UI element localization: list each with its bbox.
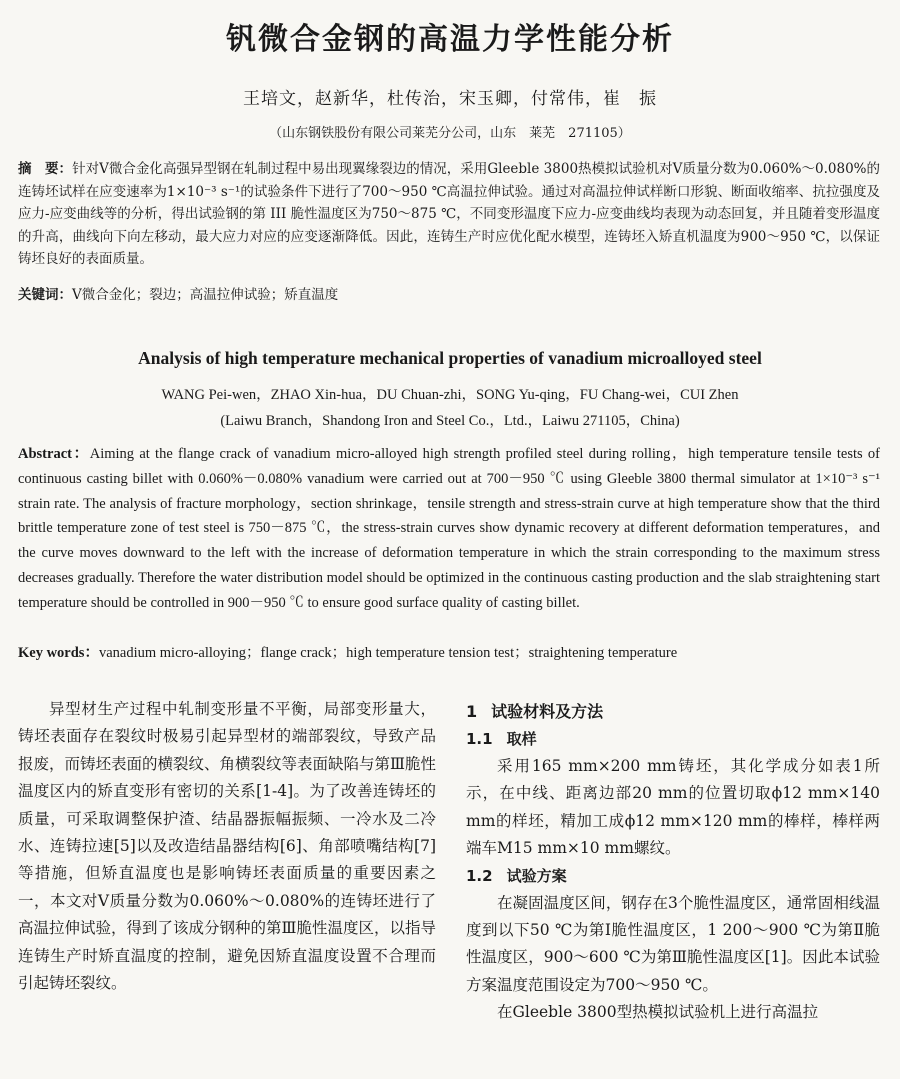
keywords-en bbox=[18, 642, 880, 664]
subsection-1-2-heading bbox=[466, 863, 880, 890]
abstract-cn bbox=[18, 158, 880, 271]
body-column-left bbox=[18, 696, 436, 997]
keywords-cn-label: 关键词： bbox=[18, 287, 72, 303]
subsection-1-2-text-continued: 在Gleeble 3800型热模拟试验机上进行高温拉 bbox=[497, 1003, 819, 1022]
subsection-1-1-title: 取样 bbox=[506, 730, 537, 748]
keywords-cn bbox=[18, 284, 880, 306]
paper-title-en: Analysis of high temperature mechanical properties of vanadium microalloyed steel bbox=[138, 348, 762, 368]
subsection-1-2-number: 1.2 bbox=[466, 866, 493, 885]
keywords-en-label: Key words： bbox=[18, 645, 99, 661]
authors-en: WANG Pei-wen，ZHAO Xin-hua，DU Chuan-zhi，SONG Yu-qing，FU Chang-wei，CUI Zhen bbox=[161, 387, 739, 403]
subsection-1-1-text: 采用165 mm×200 mm铸坯，其化学成分如表1所示，在中线、距离边部20 mm的位置切取ϕ12 mm×140 mm的样坯，精加工成ϕ12 mm×120 mm的棒样，棒样两端车M15 mm×10 mm螺纹。 bbox=[466, 757, 880, 858]
authors-cn: 王培文，赵新华，杜传治，宋玉卿，付常伟，崔 振 bbox=[243, 89, 657, 109]
subsection-1-1-number: 1.1 bbox=[466, 730, 493, 748]
subsection-1-2-text: 在凝固温度区间，钢存在3个脆性温度区，通常固相线温度到以下50 ℃为第Ⅰ脆性温度区，1 200～900 ℃为第Ⅱ脆性温度区，900～600 ℃为第Ⅲ脆性温度区[1]。因此本试验方案温度范围设定为700～950 ℃。 bbox=[466, 893, 880, 994]
abstract-cn-label: 摘 要： bbox=[18, 161, 73, 177]
keywords-cn-text: V微合金化；裂边；高温拉伸试验；矫直温度 bbox=[72, 287, 339, 303]
keywords-en-text: vanadium micro-alloying；flange crack；high temperature tension test；straightening temperature bbox=[98, 645, 678, 661]
abstract-cn-text: 针对V微合金化高强异型钢在轧制过程中易出现翼缘裂边的情况，采用Gleeble 3800热模拟试验机对V质量分数为0.060%～0.080%的连铸坯试样在应变速率为1×10⁻³ s⁻¹的试验条件下进行了700～950 ℃高温拉伸试验。通过对高温拉伸试样断口形貌、断面收缩率、抗拉强度及应力-应变曲线等的分析，得出试验钢的第 III 脆性温度区为750～875 ℃，不同变形温度下应力-应变曲线均表现为动态回复，并且随着变形温度的升高，曲线向下向左移动，最大应力对应的应变逐渐降低。因此，连铸生产时应优化配水模型，连铸坯入矫直机温度为900～950 ℃，以保证铸坯良好的表面质量。 bbox=[18, 161, 881, 267]
affiliation-en: (Laiwu Branch，Shandong Iron and Steel Co.，Ltd.，Laiwu 271105，China) bbox=[220, 413, 680, 429]
subsection-1-2-title: 试验方案 bbox=[506, 866, 567, 885]
section-1-title: 试验材料及方法 bbox=[491, 702, 604, 721]
affiliation-cn: （山东钢铁股份有限公司莱芜分公司，山东 莱芜 271105） bbox=[269, 126, 631, 141]
paper-title-cn: 钒微合金钢的高温力学性能分析 bbox=[226, 22, 674, 57]
section-1-number: 1 bbox=[466, 702, 478, 721]
body-column-right bbox=[466, 698, 880, 1027]
abstract-en-text: Aiming at the flange crack of vanadium micro-alloyed high strength profiled steel during rolling，high temperature tensile tests of continuous casting billet with 0.060%－0.080% vanadium were carried out at 700－950 ℃ using Gleeble 3800 thermal simulator at 1×10⁻³ s⁻¹ strain rate. The analysis of fracture morphology，section shrinkage，tensile strength and stress-strain curve at high temperature show that the third brittle temperature zone of test steel is 750－875 ℃，the stress-strain curves show dynamic recovery at different deformation temperatures，and the curve moves downward to the left with the increase of deformation temperature in which the strain corresponding to the maximum stress decreases gradually. Therefore the water distribution model should be optimized in the continuous casting production and the slab straightening start temperature should be controlled in 900－950 ℃ to ensure good surface quality of casting billet. bbox=[18, 446, 880, 611]
section-1-heading bbox=[466, 698, 880, 726]
intro-paragraph: 异型材生产过程中轧制变形量不平衡，局部变形量大，铸坯表面存在裂纹时极易引起异型材的端部裂纹，导致产品报废，而铸坯表面的横裂纹、角横裂纹等表面缺陷与第Ⅲ脆性温度区内的矫直变形有密切的关系[1-4]。为了改善连铸坯的质量，可采取调整保护渣、结晶器振幅振频、一冷水及二冷水、连铸拉速[5]以及改造结晶器结构[6]、角部喷嘴结构[7]等措施，但矫直温度也是影响铸坯表面质量的重要因素之一，本文对V质量分数为0.060%～0.080%的连铸坯进行了高温拉伸试验，得到了该成分钢种的第Ⅲ脆性温度区，以指导连铸生产时矫直温度的控制，避免因矫直温度设置不合理而引起铸坯裂纹。 bbox=[18, 700, 436, 993]
abstract-en-label: Abstract： bbox=[18, 446, 90, 462]
subsection-1-1-heading bbox=[466, 726, 880, 753]
abstract-en bbox=[18, 442, 880, 616]
